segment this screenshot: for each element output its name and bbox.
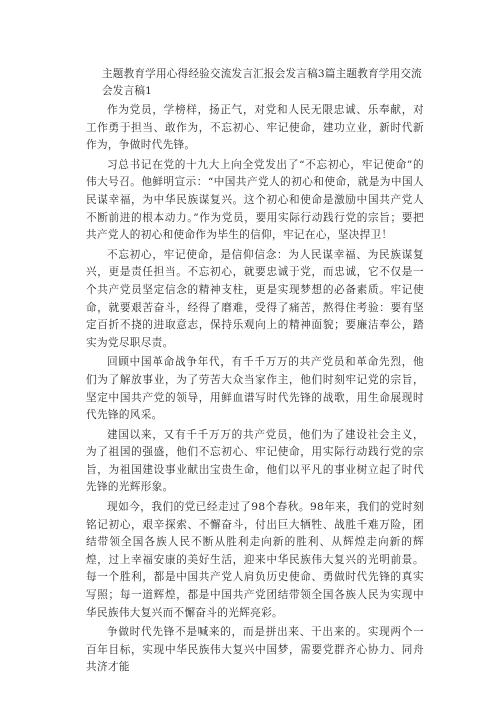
paragraph: 争做时代先锋不是喊来的，而是拼出来、干出来的。实现两个一百年目标，实现中华民族伟大复兴中国梦，需要党群齐心协力、同舟共济才能 bbox=[86, 626, 424, 674]
document-body bbox=[86, 66, 424, 679]
paragraph: 习总书记在党的十九大上向全党发出了“不忘初心，牢记使命”的伟大号召。他鲜明宣示：“中国共产党人的初心和使命，就是为中国人民谋幸福，为中华民族谋复兴。这个初心和使命是激励中国共产党人不断前进的根本动力。”作为党员，要用实际行动践行党的宗旨；要把共产党人的初心和使命作为毕生的信仰，牢记在心，坚决捍卫！ bbox=[86, 158, 424, 242]
paragraph: 不忘初心，牢记使命，是信仰信念：为人民谋幸福、为民族谋复兴，更是责任担当。不忘初心，就要忠诚于党，而忠诚，它不仅是一个共产党员坚定信念的精神支柱，更是实现梦想的必备素质。牢记使命，就要艰苦奋斗，经得了磨难，受得了痛苦，熬得住考验：要有坚定百折不挠的进取意志，保持乐观向上的精神面貌；要廉洁奉公，踏实为党尽职尽责。 bbox=[86, 248, 424, 349]
paragraph: 作为党员，学榜样，扬正气，对党和人民无限忠诚、乐奉献，对工作勇于担当、敢作为，不忘初心、牢记使命，建功立业，新时代新作为，争做时代先锋。 bbox=[86, 104, 424, 152]
paragraph: 现如今，我们的党已经走过了98个春秋。98年来，我们的党时刻铭记初心，艰辛探索、不懈奋斗，付出巨大牺牲、战胜千难万险，团结带领全国各族人民不断从胜利走向新的胜利、从辉煌走向新的辉煌，过上幸福安康的美好生活，迎来中华民族伟大复兴的光明前景。每一个胜利，都是中国共产党人肩负历史使命、勇做时代先锋的真实写照；每一道辉煌，都是中国共产党团结带领全国各族人民为实现中华民族伟大复兴而不懈奋斗的光辉亮彩。 bbox=[86, 501, 424, 619]
paragraph: 回顾中国革命战争年代，有千千万万的共产党员和革命先烈，他们为了解放事业，为了劳苦大众当家作主，他们时刻牢记党的宗旨，坚定中国共产党的领导，用鲜血谱写时代先锋的战歌，用生命展现时代先锋的风采。 bbox=[86, 356, 424, 422]
document-title: 主题教育学用心得经验交流发言汇报会发言稿3篇主题教育学用交流会发言稿1 bbox=[102, 68, 422, 97]
paragraph: 建国以来，又有千千万万的共产党员，他们为了建设社会主义，为了祖国的强盛，他们不忘初心、牢记使命，用实际行动践行党的宗旨，为祖国建设事业献出宝贵生命，他们以平凡的事业树立起了时代先锋的光辉形象。 bbox=[86, 428, 424, 494]
